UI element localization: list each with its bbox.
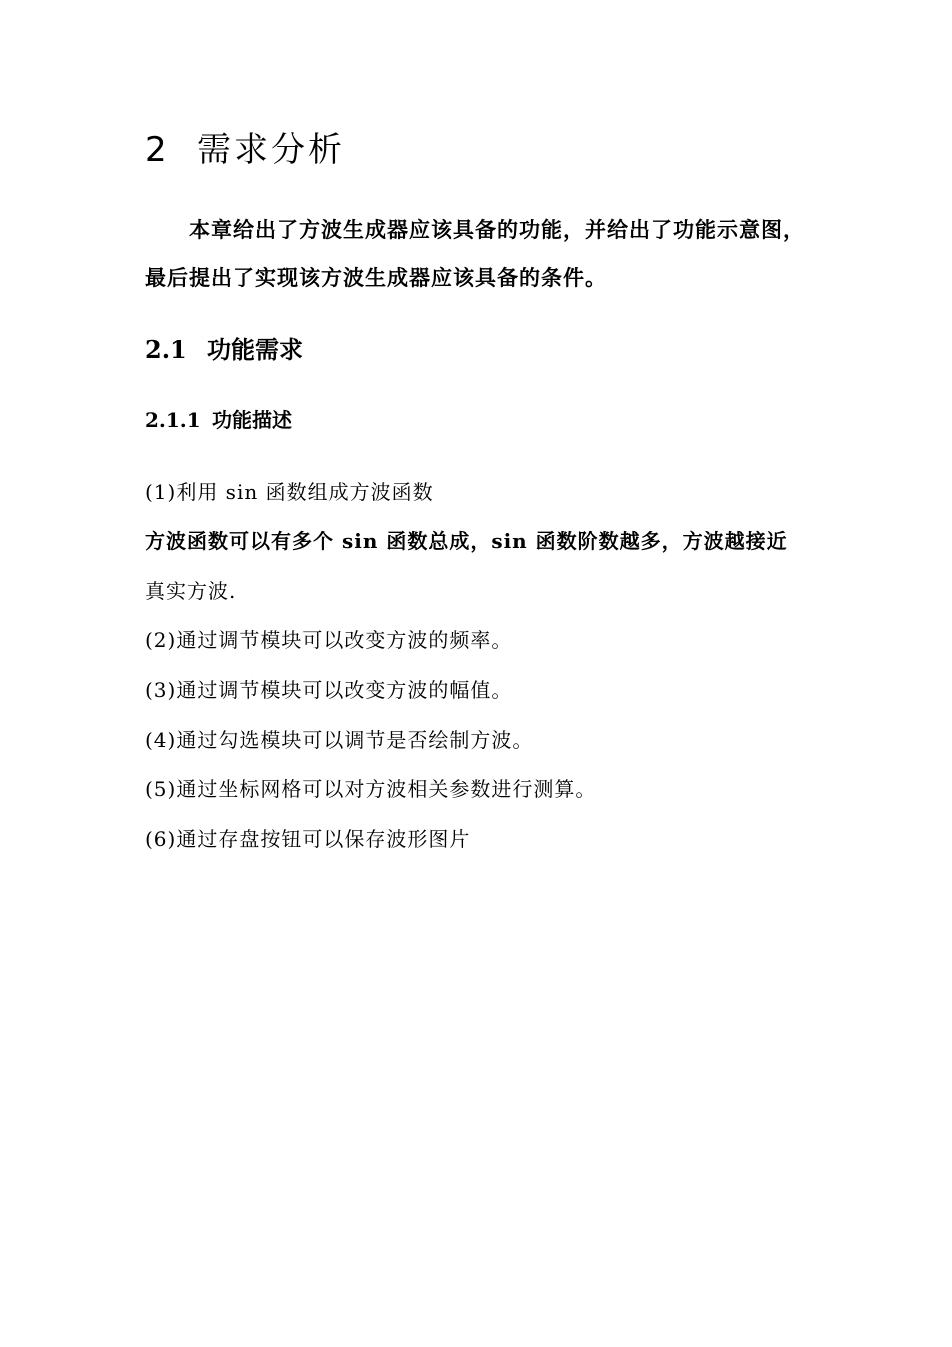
list-item-3: (3)通过调节模块可以改变方波的幅值。 bbox=[145, 678, 513, 702]
chapter-heading bbox=[145, 122, 345, 171]
section-heading bbox=[145, 330, 303, 365]
subsection-title-text: 功能描述 bbox=[212, 408, 292, 432]
list-item-2: (2)通过调节模块可以改变方波的频率。 bbox=[145, 628, 513, 652]
list-item-1: (1)利用 sin 函数组成方波函数 bbox=[145, 480, 434, 504]
list-item-4: (4)通过勾选模块可以调节是否绘制方波。 bbox=[145, 728, 534, 752]
chapter-intro-paragraph: 本章给出了方波生成器应该具备的功能，并给出了功能示意图，最后提出了实现该方波生成器应该具备的条件。 bbox=[145, 217, 805, 290]
list-item-6: (6)通过存盘按钮可以保存波形图片 bbox=[145, 827, 471, 851]
chapter-title-text: 需求分析 bbox=[197, 130, 345, 170]
section-number: 2.1 bbox=[145, 335, 187, 364]
section-title-text: 功能需求 bbox=[207, 335, 303, 364]
subsection-heading bbox=[145, 404, 292, 433]
list-item-5: (5)通过坐标网格可以对方波相关参数进行测算。 bbox=[145, 777, 597, 801]
chapter-number: 2 bbox=[145, 130, 170, 170]
subsection-number: 2.1.1 bbox=[145, 408, 201, 432]
list-item-1-detail-line-1: 方波函数可以有多个 sin 函数总成，sin 函数阶数越多，方波越接近 bbox=[145, 529, 788, 553]
list-item-1-detail-line-2: 真实方波. bbox=[145, 579, 237, 603]
